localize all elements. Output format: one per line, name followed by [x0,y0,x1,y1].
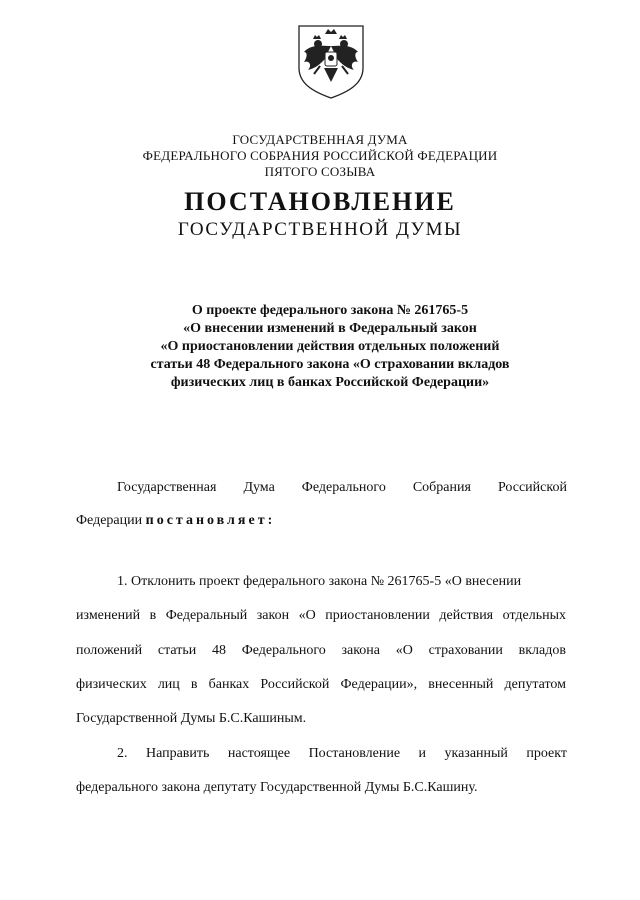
document-type-heading: ПОСТАНОВЛЕНИЕ [184,187,456,216]
preamble-word-5: Российской [497,480,567,495]
item1-line-3: положений статьи 48 Федерального закона «О страховании вкладов [76,643,566,658]
resolution-title [110,302,550,392]
coat-of-arms-shield [296,22,366,100]
preamble-line-2 [76,513,566,529]
item2-line-1: 2. Направить настоящее Постановление и указанный проект [117,746,567,761]
item1-line-1 [117,574,567,590]
item1-line-4: физических лиц в банках Российской Федерации», внесенный депутатом [76,677,566,692]
item2-line-2: федерального закона депутату Государственной Думы Б.С.Кашину. [76,780,478,795]
org-name-line-1: ГОСУДАРСТВЕННАЯ ДУМА [232,132,408,147]
coat-of-arms-icon [296,22,366,100]
title-line-4: статьи 48 Федерального закона «О страховании вкладов [150,357,510,372]
title-line-1: О проекте федерального закона № 261765-5 [191,303,469,318]
title-line-3: «О приостановлении действия отдельных положений [160,339,500,354]
title-line-2: «О внесении изменений в Федеральный закон [183,321,477,336]
preamble-word-3: Федерального [301,480,386,495]
document-issuer-subheading: ГОСУДАРСТВЕННОЙ ДУМЫ [177,219,463,240]
preamble-word-1: Государственная [117,480,217,495]
org-name-line-2: ФЕДЕРАЛЬНОГО СОБРАНИЯ РОССИЙСКОЙ ФЕДЕРАЦИИ [142,148,498,163]
item1-line-1-text: 1. Отклонить проект федерального закона № 261765-5 «О внесении [117,574,522,589]
item1-line-2: изменений в Федеральный закон «О приостановлении действия отдельных [76,608,566,623]
preamble-line-1 [117,480,567,496]
preamble-federation: Федерации [76,513,143,528]
title-line-5: физических лиц в банках Российской Федерации» [170,375,490,390]
preamble-word-2: Дума [243,480,275,495]
preamble-decrees: постановляет: [145,513,276,528]
convocation-line: ПЯТОГО СОЗЫВА [264,164,376,179]
preamble-word-4: Собрания [412,480,471,495]
item1-line-5: Государственной Думы Б.С.Кашиным. [76,711,307,726]
